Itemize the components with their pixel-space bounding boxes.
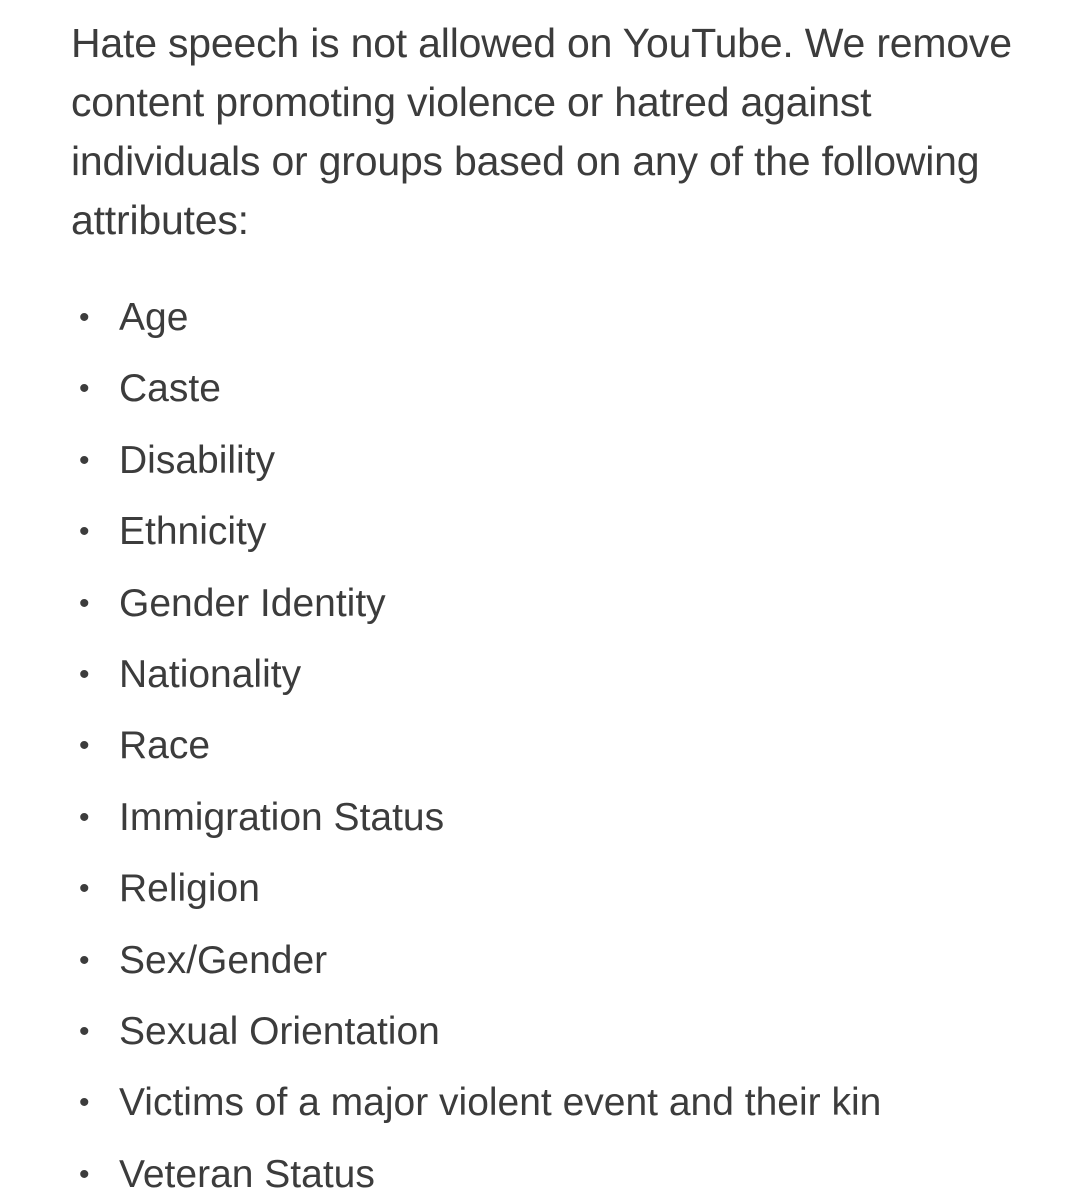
bullet-icon: • xyxy=(79,586,90,620)
bullet-icon: • xyxy=(79,515,90,549)
attribute-label: Nationality xyxy=(119,652,302,696)
attribute-label: Victims of a major violent event and their kin xyxy=(119,1081,882,1125)
attribute-label: Veteran Status xyxy=(119,1152,375,1196)
attribute-label: Caste xyxy=(119,367,221,411)
attribute-label: Sex/Gender xyxy=(119,938,328,982)
bullet-icon: • xyxy=(79,657,90,691)
bullet-icon: • xyxy=(79,443,90,477)
attribute-label: Sexual Orientation xyxy=(119,1009,440,1053)
bullet-icon: • xyxy=(79,1014,90,1048)
attribute-label: Immigration Status xyxy=(119,795,445,839)
attribute-label: Disability xyxy=(119,438,276,482)
attribute-label: Ethnicity xyxy=(119,510,267,554)
policy-intro-text: Hate speech is not allowed on YouTube. We remove content promoting violence or hatred against individuals or groups based on any of the following attributes: xyxy=(71,20,1012,243)
attribute-label: Religion xyxy=(119,867,260,911)
attribute-label: Race xyxy=(119,724,211,768)
attribute-label: Age xyxy=(119,296,189,339)
bullet-icon: • xyxy=(79,1086,90,1120)
bullet-icon: • xyxy=(79,729,90,763)
bullet-icon: • xyxy=(79,800,90,834)
bullet-icon: • xyxy=(79,1157,90,1191)
bullet-icon: • xyxy=(79,872,90,906)
bullet-icon: • xyxy=(79,301,90,334)
attribute-label: Gender Identity xyxy=(119,581,386,625)
bullet-icon: • xyxy=(79,372,90,406)
bullet-icon: • xyxy=(79,943,90,977)
